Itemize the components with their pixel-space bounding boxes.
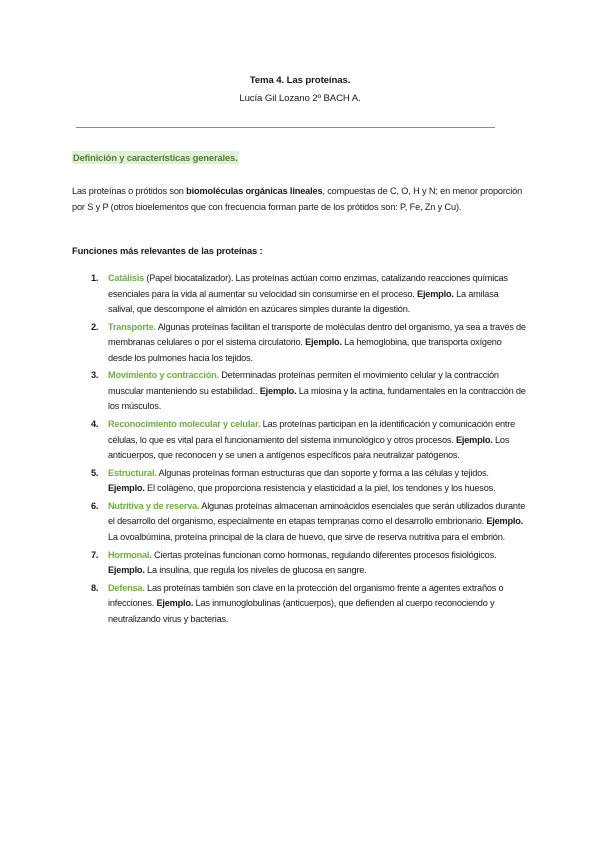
item-number: 1. (91, 273, 99, 283)
list-item (86, 581, 526, 628)
item-number: 6. (91, 500, 99, 511)
function-text: (Papel biocatalizador). Las proteínas actúan como enzimas, catalizando reacciones químicas esenciales para la vida al aumentar su velocidad sin consumirse en el proceso. (108, 273, 508, 299)
function-name: Defensa. (108, 582, 145, 593)
functions-list (86, 271, 526, 630)
example-text: La miosina y la actina, fundamentales en la contracción de los músculos. (108, 385, 526, 412)
intro-text-end: , compuestas de C, O, H y N; en menor proporción por S y P (otros bioelementos que con frecuencia forman parte de los prótidos son: P, Fe, Zn y Cu). (72, 186, 523, 212)
list-item (86, 417, 526, 464)
function-text: Ciertas proteínas funcionan como hormonas, regulando diferentes procesos fisiológicos. (151, 549, 497, 560)
section-heading: Definición y características generales. (73, 152, 238, 163)
functions-heading: Funciones más relevantes de las proteínas : (72, 245, 263, 256)
example-text: La amilasa salival, que descompone el almidón en azúcares simples durante la digestión. (108, 288, 499, 314)
function-name: Nutritiva y de reserva. (108, 500, 200, 511)
list-item (86, 271, 526, 318)
example-text: La ovoalbúmina, proteína principal de la clara de huevo, que sirve de reserva nutritiva para el embrión. (108, 531, 505, 542)
document-header (0, 74, 600, 106)
list-item (86, 320, 526, 367)
item-number: 2. (91, 321, 99, 332)
example-label: Ejemplo. (486, 516, 524, 527)
intro-bold-term: biomoléculas orgánicas lineales (186, 186, 323, 196)
list-item (86, 499, 526, 546)
document-author: Lucía Gil Lozano 2º BACH A. (239, 93, 361, 104)
example-label: Ejemplo. (156, 598, 194, 609)
item-number: 7. (91, 549, 99, 560)
example-text: Los anticuerpos, que reconocen y se unen a antígenos específicos para neutralizar patógenos. (108, 434, 510, 461)
function-name: Hormonal. (108, 549, 152, 560)
example-label: Ejemplo. (108, 483, 145, 494)
intro-paragraph (72, 184, 528, 215)
example-text: La insulina, que regula los niveles de glucosa en sangre. (144, 565, 367, 576)
function-name: Catálisis (108, 273, 144, 283)
function-text: Las proteínas también son clave en la protección del organismo frente a agentes extraños o infecciones. (108, 582, 504, 609)
item-number: 8. (91, 582, 99, 593)
horizontal-rule (76, 127, 495, 128)
example-label: Ejemplo. (305, 337, 342, 348)
intro-text-start: Las proteínas o prótidos son (72, 186, 187, 196)
list-item (86, 548, 526, 579)
function-text: Algunas proteínas almacenan aminoácidos esenciales que serán utilizados durante el desarrollo del organismo, especialmente en etapas tempranas como el desarrollo embrionario. (108, 500, 526, 527)
list-item (86, 466, 526, 497)
example-text: La hemoglobina, que transporta oxígeno desde los pulmones hacia los tejidos. (108, 337, 502, 363)
example-label: Ejemplo. (417, 288, 454, 299)
function-name: Estructural. (108, 467, 157, 478)
function-name: Reconocimiento molecular y celular. (108, 419, 261, 430)
function-text: Algunas proteínas forman estructuras que dan soporte y forma a las células y tejidos. (156, 467, 489, 478)
function-text: Las proteínas participan en la identificación y comunicación entre células, lo que es vital para el funcionamiento del sistema inmunológico y otros procesos. (108, 419, 516, 445)
list-item (86, 368, 526, 415)
item-number: 5. (91, 467, 99, 478)
document-title: Tema 4. Las proteínas. (249, 75, 351, 86)
function-name: Movimiento y contracción. (108, 370, 219, 381)
example-label: Ejemplo. (259, 385, 297, 396)
function-text: Determinadas proteínas permiten el movimiento celular y la contracción muscular manteniendo su estabilidad.. (108, 370, 499, 396)
function-name: Transporte. (108, 321, 156, 332)
example-label: Ejemplo. (108, 565, 145, 576)
item-number: 3. (91, 370, 99, 381)
function-text: Algunas proteínas facilitan el transporte de moléculas dentro del organismo, ya sea a través de membranas celulares o por el sistema circulatorio. (108, 321, 526, 348)
example-text: El colágeno, que proporciona resistencia y elasticidad a la piel, los tendones y los huesos. (144, 483, 496, 494)
item-number: 4. (91, 419, 99, 430)
example-label: Ejemplo. (455, 434, 493, 445)
example-text: Las inmunoglobulinas (anticuerpos), que defienden al cuerpo reconociendo y neutralizando virus y bacterias. (108, 598, 495, 624)
